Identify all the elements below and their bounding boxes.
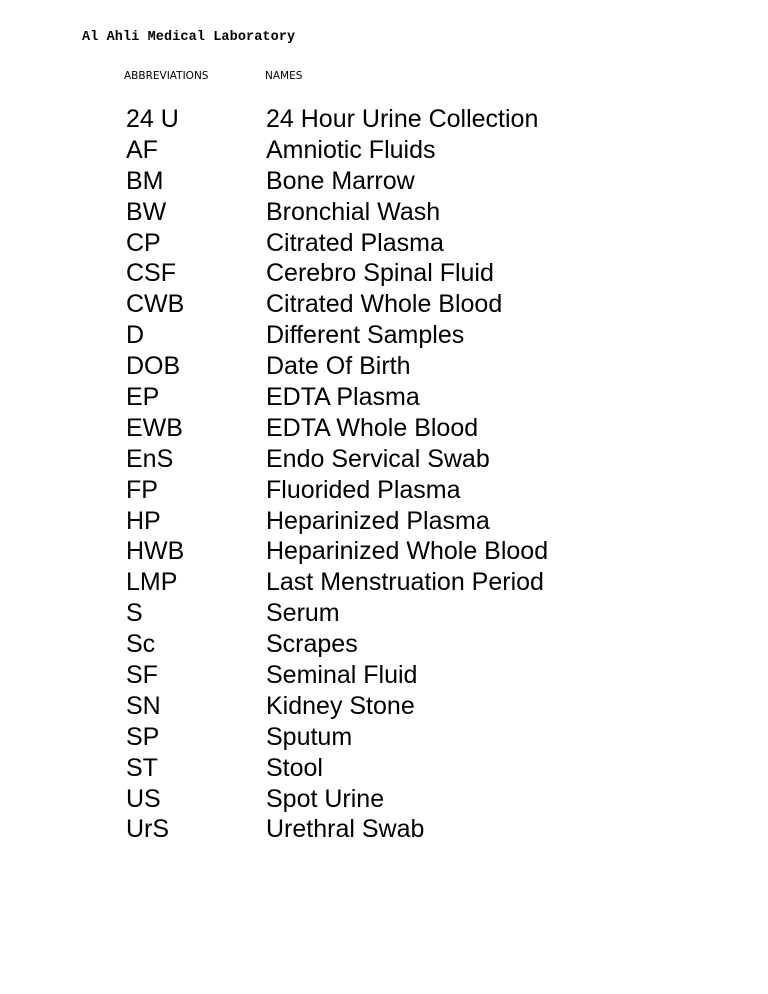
- abbreviation: EWB: [126, 413, 183, 442]
- abbreviation: AF: [126, 135, 158, 164]
- list-item: [126, 660, 726, 691]
- list-item: [126, 413, 726, 444]
- list-item: [126, 536, 726, 567]
- full-name: Last Menstruation Period: [266, 568, 544, 597]
- full-name: Cerebro Spinal Fluid: [266, 259, 494, 288]
- list-item: [126, 784, 726, 815]
- list-item: [126, 629, 726, 660]
- abbreviation: BW: [126, 197, 167, 226]
- list-item: [126, 753, 726, 784]
- abbreviation: CWB: [126, 290, 185, 319]
- full-name: Bronchial Wash: [266, 197, 441, 226]
- list-item: [126, 506, 726, 537]
- abbreviation: BM: [126, 166, 164, 195]
- full-name: Heparinized Plasma: [266, 506, 490, 535]
- list-item: [126, 444, 726, 475]
- document-title: Al Ahli Medical Laboratory: [82, 30, 296, 45]
- list-item: [126, 351, 726, 382]
- full-name: EDTA Whole Blood: [266, 413, 479, 442]
- full-name: Amniotic Fluids: [266, 135, 436, 164]
- abbreviation: 24 U: [126, 105, 179, 133]
- abbreviation: FP: [126, 475, 158, 504]
- abbreviation: SN: [126, 691, 161, 720]
- full-name: 24 Hour Urine Collection: [266, 105, 539, 133]
- full-name: Spot Urine: [266, 784, 385, 813]
- abbreviation: CSF: [126, 259, 176, 288]
- list-item: [126, 567, 726, 598]
- abbreviation: EP: [126, 383, 160, 412]
- abbreviation: CP: [126, 228, 161, 257]
- list-item: [126, 135, 726, 166]
- full-name: Citrated Plasma: [266, 228, 444, 257]
- full-name: Bone Marrow: [266, 166, 415, 195]
- full-name: Endo Servical Swab: [266, 444, 490, 473]
- full-name: Different Samples: [266, 321, 465, 350]
- list-item: [126, 382, 726, 413]
- abbreviation: HWB: [126, 537, 185, 566]
- list-item: [126, 104, 726, 135]
- names-column-header: NAMES: [265, 70, 303, 82]
- abbreviation: SP: [126, 722, 160, 751]
- list-item: [126, 289, 726, 320]
- full-name: Seminal Fluid: [266, 661, 418, 690]
- abbreviation: EnS: [126, 444, 174, 473]
- full-name: Kidney Stone: [266, 691, 415, 720]
- full-name: EDTA Plasma: [266, 383, 420, 412]
- full-name: Date Of Birth: [266, 352, 411, 381]
- full-name: Urethral Swab: [266, 815, 425, 844]
- abbreviation: US: [126, 784, 161, 813]
- full-name: Stool: [266, 753, 323, 782]
- list-item: [126, 691, 726, 722]
- abbreviation: SF: [126, 661, 158, 690]
- full-name: Citrated Whole Blood: [266, 290, 503, 319]
- list-item: [126, 598, 726, 629]
- list-item: [126, 722, 726, 753]
- full-name: Scrapes: [266, 630, 358, 659]
- full-name: Serum: [266, 599, 340, 628]
- list-item: [126, 258, 726, 289]
- full-name: Heparinized Whole Blood: [266, 537, 549, 566]
- list-item: [126, 475, 726, 506]
- abbreviation-list: [126, 104, 726, 845]
- abbreviation: S: [126, 599, 143, 628]
- abbreviation: UrS: [126, 815, 170, 844]
- list-item: [126, 166, 726, 197]
- abbreviation: ST: [126, 753, 158, 782]
- abbreviations-column-header: ABBREVIATIONS: [124, 70, 209, 82]
- full-name: Sputum: [266, 722, 353, 751]
- abbreviation: DOB: [126, 352, 181, 381]
- list-item: [126, 320, 726, 351]
- full-name: Fluorided Plasma: [266, 475, 461, 504]
- list-item: [126, 197, 726, 228]
- list-item: [126, 228, 726, 259]
- list-item: [126, 814, 726, 845]
- abbreviation: Sc: [126, 630, 156, 659]
- abbreviation: LMP: [126, 568, 178, 597]
- abbreviation: D: [126, 321, 145, 350]
- abbreviation: HP: [126, 506, 161, 535]
